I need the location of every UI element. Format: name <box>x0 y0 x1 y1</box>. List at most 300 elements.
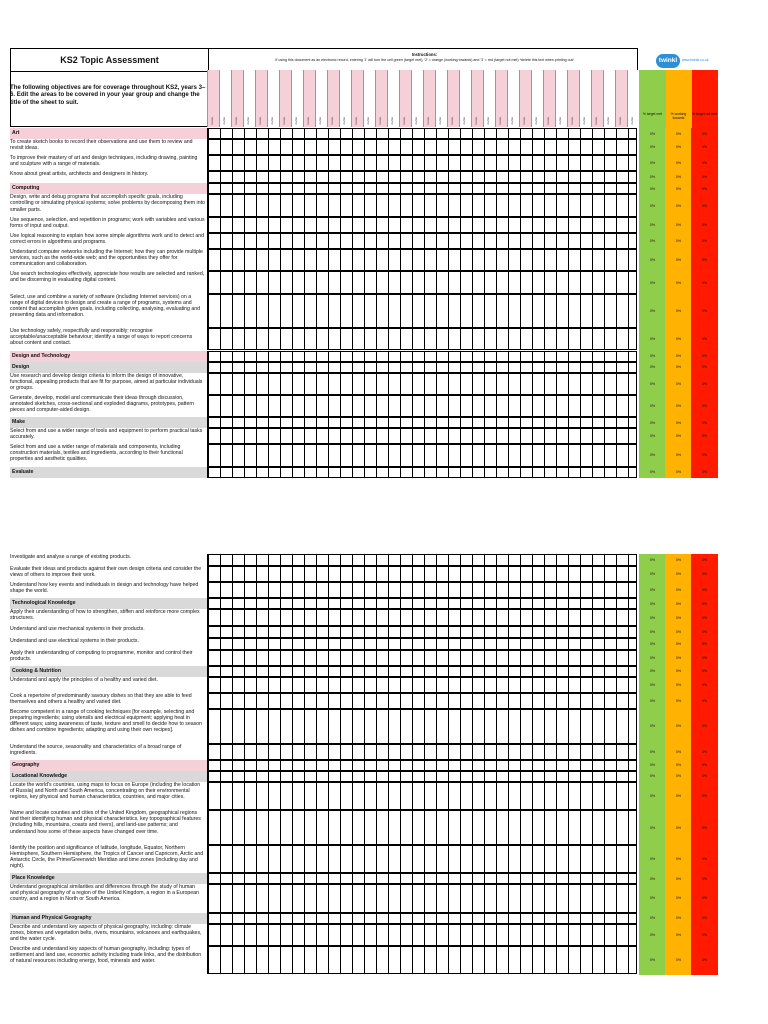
objective-text: Become competent in a range of cooking techniques [for example, selecting and preparing ingredients; using utensils and electrical equipment; applying heat in different ways; using awareness of taste, texture and smell to decide how to season dishes and combine ingredients; adapting and using their own recipes]. <box>10 709 202 734</box>
objective-text: Apply their understanding of computing to programme, monitor and control their products. <box>10 649 193 662</box>
assessment-grid-cells[interactable] <box>207 666 637 677</box>
objective-text: Describe and understand key aspects of human geography, including: types of settlement and land use, economic activity including trade links, and the distribution of natural resources including energy, food, minerals and water. <box>10 945 202 965</box>
pct-value-amber: 0% <box>675 876 682 881</box>
objective-row <box>10 693 638 709</box>
pupil-name-cell[interactable] <box>435 70 447 127</box>
pct-value-amber: 0% <box>675 403 682 408</box>
pct-value-red: 0% <box>701 258 708 263</box>
assessment-grid-cells[interactable] <box>207 760 637 771</box>
pct-value-amber: 0% <box>675 588 682 593</box>
assessment-grid-cells[interactable] <box>207 194 637 216</box>
pct-value-green: 0% <box>649 615 656 620</box>
pupil-name-placeholder: name <box>366 117 370 125</box>
objective-row <box>10 582 638 598</box>
pct-value-amber: 0% <box>675 470 682 475</box>
pct-value-green: 0% <box>649 354 656 358</box>
assessment-grid-cells[interactable] <box>207 351 637 362</box>
pct-value-amber: 0% <box>675 381 682 386</box>
instructions-title: Instructions: <box>411 52 438 57</box>
assessment-grid-cells[interactable] <box>207 609 637 625</box>
pct-value-green: 0% <box>649 470 656 475</box>
pct-value-green: 0% <box>649 669 656 674</box>
section-title: Evaluate <box>10 467 208 478</box>
pct-value-green: 0% <box>649 258 656 263</box>
objective-text: Generate, develop, model and communicate their ideas through discussion, annotated sketches, cross-sectional and exploded diagrams, prototypes, pattern pieces and computer-aided design. <box>10 394 194 413</box>
assessment-grid-cells[interactable] <box>207 271 637 293</box>
twinkl-logo <box>656 54 716 68</box>
pupil-name-placeholder: name <box>438 117 442 125</box>
pupil-name-placeholder: name <box>390 117 394 125</box>
objective-row <box>10 744 638 760</box>
objective-text: Understand how key events and individuals in design and technology have helped shape the world. <box>10 582 199 595</box>
pupil-name-cell[interactable] <box>579 70 591 127</box>
pupil-name-cell[interactable] <box>627 70 639 127</box>
objective-row <box>10 328 638 350</box>
pupil-name-cell[interactable] <box>327 70 339 127</box>
pct-value-green: 0% <box>649 932 656 937</box>
pct-value-green: 0% <box>649 434 656 439</box>
col-header-target-met: % target met <box>642 112 663 116</box>
pupil-name-placeholder: name <box>246 117 250 125</box>
pct-value-green: 0% <box>649 774 656 779</box>
pupil-name-placeholder: name <box>594 117 598 125</box>
pupil-name-placeholder: name <box>222 117 226 125</box>
objective-row <box>10 194 638 216</box>
pct-value-red: 0% <box>701 794 708 799</box>
pct-value-red: 0% <box>701 588 708 593</box>
pct-value-red: 0% <box>701 186 708 191</box>
pct-value-amber: 0% <box>675 615 682 620</box>
section-header-row <box>10 183 638 194</box>
objective-row <box>10 709 638 744</box>
pupil-name-placeholder: name <box>318 117 322 125</box>
pct-value-red: 0% <box>701 203 708 208</box>
pct-value-red: 0% <box>701 896 708 901</box>
objective-text: Locate the world's countries, using maps to focus on Europe (including the location of Russia) and North and South America, concentrating on their environmental regions, key physical and human characteristics, countries, and major cities. <box>10 781 201 801</box>
pupil-name-placeholder: name <box>414 117 418 125</box>
objective-row <box>10 271 638 293</box>
pct-value-green: 0% <box>649 655 656 660</box>
objective-row <box>10 155 638 171</box>
pct-value-green: 0% <box>649 239 656 243</box>
assessment-grid-cells[interactable] <box>207 217 637 233</box>
pupil-name-cell[interactable] <box>447 70 459 127</box>
pupil-name-cell[interactable] <box>303 70 315 127</box>
assessment-grid-cells[interactable] <box>207 362 637 373</box>
pupil-name-placeholder: name <box>618 117 622 125</box>
pct-value-amber: 0% <box>675 794 682 799</box>
pct-value-red: 0% <box>701 222 708 227</box>
objective-text: Understand and use mechanical systems in their products. <box>10 625 145 632</box>
pupil-name-placeholder: name <box>378 117 382 125</box>
pupil-name-placeholder: name <box>330 117 334 125</box>
objective-row <box>10 428 638 444</box>
pct-value-red: 0% <box>701 724 708 729</box>
objective-text: Understand computer networks including the Internet; how they can provide multiple services, such as the world-wide web; and the opportunities they offer for communication and collaboration. <box>10 249 203 268</box>
pupil-name-cell[interactable] <box>423 70 435 127</box>
objective-text: Select, use and combine a variety of software (including Internet services) on a range of digital devices to design and create a range of programs, systems and content that accomplish given goals, including collecting, analysing, evaluating and presenting data and information. <box>10 293 201 318</box>
pupil-name-cell[interactable] <box>507 70 519 127</box>
pct-value-green: 0% <box>649 682 656 687</box>
pupil-name-cell[interactable] <box>411 70 423 127</box>
pct-value-green: 0% <box>649 365 656 369</box>
pct-value-red: 0% <box>701 669 708 674</box>
pct-value-red: 0% <box>701 699 708 704</box>
section-header-row <box>10 351 638 362</box>
pct-value-green: 0% <box>649 763 656 768</box>
objective-text: Cook a repertoire of predominantly savoury dishes so that they are able to feed themselves and others a healthy and varied diet. <box>10 693 192 706</box>
objective-text: Identify the position and significance of latitude, longitude, Equator, Northern Hemisphere, Southern Hemisphere, the Tropics of Cancer and Capricorn, Arctic and Antarctic Circle, the Prime/Greenwich Meridian and time zones (including day and night). <box>10 844 204 870</box>
pupil-name-placeholder: name <box>426 117 430 125</box>
pct-value-red: 0% <box>701 365 708 369</box>
pct-value-amber: 0% <box>675 682 682 687</box>
pct-value-green: 0% <box>649 280 656 285</box>
pct-value-amber: 0% <box>675 558 682 562</box>
section-title: Locational Knowledge <box>10 771 208 782</box>
assessment-grid-cells[interactable] <box>207 566 637 582</box>
pct-value-amber: 0% <box>675 434 682 439</box>
pct-value-amber: 0% <box>675 203 682 208</box>
pct-value-red: 0% <box>701 774 708 779</box>
pupil-name-cell[interactable] <box>543 70 555 127</box>
pct-value-amber: 0% <box>675 131 682 136</box>
pct-value-red: 0% <box>701 655 708 660</box>
objective-text: Use logical reasoning to explain how some simple algorithms work and to detect and correct errors in algorithms and programs. <box>10 232 205 245</box>
pupil-name-cell[interactable] <box>603 70 615 127</box>
instructions <box>212 53 637 62</box>
pupil-name-placeholder: name <box>462 117 466 125</box>
pupil-name-cell[interactable] <box>519 70 531 127</box>
assessment-grid-cells[interactable] <box>207 650 637 666</box>
objective-text: Use research and develop design criteria to inform the design of innovative, functional, appealing products that are fit for purpose, aimed at particular individuals or groups. <box>10 372 203 391</box>
pct-value-red: 0% <box>701 916 708 921</box>
pct-value-amber: 0% <box>675 186 682 191</box>
pct-value-amber: 0% <box>675 655 682 660</box>
subsection-header-row <box>10 362 638 373</box>
pupil-name-cell[interactable] <box>387 70 399 127</box>
pupil-name-placeholder: name <box>342 117 346 125</box>
pct-value-amber: 0% <box>675 763 682 768</box>
pct-value-green: 0% <box>649 420 656 425</box>
assessment-grid-cells[interactable] <box>207 233 637 249</box>
objective-row <box>10 139 638 155</box>
pct-value-red: 0% <box>701 420 708 425</box>
instructions-text: If using this document as an electronic record, entering '1' will turn the cell green (target met), '2' = orange (working towards) and '3' = red (target not met) *delete this text when printing out/ <box>275 57 574 62</box>
assessment-grid-cells[interactable] <box>207 128 637 139</box>
objective-row <box>10 810 638 845</box>
pct-value-red: 0% <box>701 337 708 342</box>
pupil-name-placeholder: name <box>558 117 562 125</box>
objective-row <box>10 217 638 233</box>
pct-value-red: 0% <box>701 641 708 646</box>
pct-value-red: 0% <box>701 354 708 358</box>
pct-value-red: 0% <box>701 572 708 577</box>
pupil-name-placeholder: name <box>474 117 478 125</box>
subsection-header-row <box>10 913 638 924</box>
pct-value-amber: 0% <box>675 308 682 313</box>
pupil-name-placeholder: name <box>546 117 550 125</box>
assessment-grid-cells[interactable] <box>207 709 637 744</box>
pct-value-green: 0% <box>649 558 656 562</box>
objective-row <box>10 782 638 810</box>
assessment-grid-cells[interactable] <box>207 249 637 271</box>
pupil-name-placeholder: name <box>306 117 310 125</box>
pct-value-amber: 0% <box>675 916 682 921</box>
pct-value-amber: 0% <box>675 749 682 754</box>
assessment-grid-cells[interactable] <box>207 395 637 417</box>
objective-text: Understand the source, seasonality and characteristics of a broad range of ingredients. <box>10 743 182 756</box>
pupil-name-cell[interactable] <box>255 70 267 127</box>
pct-value-green: 0% <box>649 145 656 150</box>
pct-value-green: 0% <box>649 453 656 458</box>
subsection-header-row <box>10 598 638 609</box>
pct-value-amber: 0% <box>675 669 682 674</box>
pct-value-red: 0% <box>701 876 708 881</box>
assessment-grid-cells[interactable] <box>207 744 637 760</box>
pct-value-red: 0% <box>701 161 708 166</box>
pct-value-red: 0% <box>701 280 708 285</box>
objective-text: Select from and use a wider range of materials and components, including construction materials, textiles and ingredients, according to their functional properties and aesthetic qualities. <box>10 444 183 463</box>
assessment-grid-cells[interactable] <box>207 810 637 845</box>
pct-value-red: 0% <box>701 403 708 408</box>
assessment-grid-cells[interactable] <box>207 626 637 638</box>
objective-row <box>10 924 638 946</box>
pupil-name-cell[interactable] <box>219 70 231 127</box>
pupil-name-cell[interactable] <box>459 70 471 127</box>
pct-value-amber: 0% <box>675 699 682 704</box>
pct-value-red: 0% <box>701 131 708 136</box>
assessment-grid-cells[interactable] <box>207 183 637 194</box>
objective-row <box>10 373 638 395</box>
objective-row <box>10 171 638 183</box>
pupil-name-cell[interactable] <box>339 70 351 127</box>
pct-value-green: 0% <box>649 175 656 180</box>
pct-value-amber: 0% <box>675 601 682 606</box>
assessment-grid-cells[interactable] <box>207 417 637 428</box>
pct-value-amber: 0% <box>675 774 682 779</box>
pct-value-red: 0% <box>701 239 708 243</box>
pct-value-amber: 0% <box>675 420 682 425</box>
pct-value-red: 0% <box>701 558 708 562</box>
objective-row <box>10 444 638 466</box>
objective-text: To create sketch books to record their observations and use them to review and revisit ideas. <box>10 139 193 152</box>
objective-text: Design, write and debug programs that accomplish specific goals, including controlling or simulating physical systems; solve problems by decomposing them into smaller parts. <box>10 194 205 213</box>
pct-value-red: 0% <box>701 629 708 634</box>
title-box[interactable] <box>10 48 209 72</box>
pct-value-green: 0% <box>649 749 656 754</box>
pupil-name-placeholder: name <box>582 117 586 125</box>
subsection-header-row <box>10 873 638 884</box>
pupil-name-cell[interactable] <box>351 70 363 127</box>
pupil-name-cell[interactable] <box>315 70 327 127</box>
section-title: Cooking & Nutrition <box>10 666 208 677</box>
objective-text: To improve their mastery of art and design techniques, including drawing, painting and sculpture with a range of materials. <box>10 155 198 168</box>
pct-value-green: 0% <box>649 381 656 386</box>
assessment-grid-cells[interactable] <box>207 139 637 155</box>
pct-value-red: 0% <box>701 145 708 150</box>
pupil-name-placeholder: name <box>282 117 286 125</box>
assessment-grid-cells[interactable] <box>207 946 637 974</box>
pupil-name-cell[interactable] <box>531 70 543 127</box>
pupil-name-placeholder: name <box>450 117 454 125</box>
pupil-name-cell[interactable] <box>231 70 243 127</box>
assessment-grid-cells[interactable] <box>207 171 637 183</box>
pupil-name-placeholder: name <box>270 117 274 125</box>
assessment-grid-cells[interactable] <box>207 328 637 350</box>
pct-value-green: 0% <box>649 724 656 729</box>
pct-value-amber: 0% <box>675 641 682 646</box>
pupil-name-cell[interactable] <box>567 70 579 127</box>
pct-value-green: 0% <box>649 222 656 227</box>
objective-row <box>10 884 638 912</box>
subsection-header-row <box>10 417 638 428</box>
assessment-grid-cells[interactable] <box>207 428 637 444</box>
pupil-name-cell[interactable] <box>375 70 387 127</box>
objective-text: Use technology safely, respectfully and responsibly; recognise acceptable/unacceptable behaviour; identify a range of ways to report concerns about content and contact. <box>10 328 193 347</box>
pupil-name-placeholder: name <box>534 117 538 125</box>
pct-value-amber: 0% <box>675 572 682 577</box>
objective-row <box>10 638 638 650</box>
assessment-grid-cells[interactable] <box>207 554 637 566</box>
assessment-grid-cells[interactable] <box>207 582 637 598</box>
pct-value-green: 0% <box>649 794 656 799</box>
assessment-grid-cells[interactable] <box>207 782 637 810</box>
pupil-name-cell[interactable] <box>495 70 507 127</box>
pct-value-amber: 0% <box>675 337 682 342</box>
pupil-name-cell[interactable] <box>243 70 255 127</box>
assessment-grid-cells[interactable] <box>207 771 637 782</box>
pupil-name-cell[interactable] <box>483 70 495 127</box>
pct-value-amber: 0% <box>675 239 682 243</box>
assessment-grid-cells[interactable] <box>207 598 637 609</box>
section-title: Make <box>10 417 208 428</box>
objective-text: Use search technologies effectively, appreciate how results are selected and ranked, and be discerning in evaluating digital content. <box>10 271 205 284</box>
assessment-grid-cells[interactable] <box>207 873 637 884</box>
subsection-header-row <box>10 771 638 782</box>
section-title: Art <box>10 128 208 139</box>
pupil-name-placeholder: name <box>498 117 502 125</box>
pct-value-green: 0% <box>649 629 656 634</box>
assessment-grid-cells[interactable] <box>207 693 637 709</box>
pct-value-green: 0% <box>649 876 656 881</box>
pupil-name-cell[interactable] <box>291 70 303 127</box>
objective-text: Describe and understand key aspects of physical geography, including: climate zones, biomes and vegetation belts, rivers, mountains, volcanoes and earthquakes, and the water cycle. <box>10 923 202 942</box>
pct-value-red: 0% <box>701 453 708 458</box>
pupil-name-cell[interactable] <box>591 70 603 127</box>
pupil-name-placeholder: name <box>510 117 514 125</box>
page-title: KS2 Topic Assessment <box>60 55 159 65</box>
section-header-row <box>10 128 638 139</box>
logo-url: www.twinkl.co.uk <box>682 58 709 62</box>
subsection-header-row <box>10 467 638 478</box>
pct-value-green: 0% <box>649 186 656 191</box>
objective-row <box>10 566 638 582</box>
section-title: Technological Knowledge <box>10 598 208 609</box>
pct-value-amber: 0% <box>675 365 682 369</box>
section-header-row <box>10 760 638 771</box>
pupil-name-cell[interactable] <box>279 70 291 127</box>
pupil-name-placeholder: name <box>210 117 214 125</box>
objective-text: Understand and apply the principles of a healthy and varied diet. <box>10 676 158 683</box>
pupil-name-placeholder: name <box>486 117 490 125</box>
objective-text: Understand geographical similarities and differences through the study of human and physical geography of a region of the United Kingdom, a region in a European country, and a region in North or South America. <box>10 884 199 903</box>
pct-value-amber: 0% <box>675 175 682 180</box>
pct-value-green: 0% <box>649 161 656 166</box>
assessment-grid-cells[interactable] <box>207 677 637 693</box>
pupil-name-placeholder: name <box>522 117 526 125</box>
pct-value-green: 0% <box>649 641 656 646</box>
objective-text: Evaluate their ideas and products against their own design criteria and consider the views of others to improve their work. <box>10 566 202 579</box>
pct-header-bg-green <box>639 70 666 128</box>
objective-row <box>10 554 638 566</box>
assessment-grid-cells[interactable] <box>207 924 637 946</box>
objective-row <box>10 294 638 329</box>
pupil-name-placeholder: name <box>570 117 574 125</box>
assessment-grid-cells[interactable] <box>207 884 637 912</box>
pct-value-green: 0% <box>649 825 656 830</box>
subsection-header-row <box>10 666 638 677</box>
intro-text: The following objectives are for coverage throughout KS2, years 3–6. Edit the areas to be covered in your year group and change the title of the sheet to suit. <box>10 84 206 106</box>
objective-row <box>10 249 638 271</box>
pupil-name-cell[interactable] <box>267 70 279 127</box>
assessment-grid-cells[interactable] <box>207 913 637 924</box>
pupil-name-cell[interactable] <box>615 70 627 127</box>
logo-cloud-icon: twinkl <box>656 54 680 68</box>
pct-value-green: 0% <box>649 857 656 861</box>
pct-value-amber: 0% <box>675 958 682 963</box>
pupil-name-cell[interactable] <box>363 70 375 127</box>
pct-value-green: 0% <box>649 699 656 704</box>
assessment-grid-cells[interactable] <box>207 294 637 329</box>
objective-row <box>10 650 638 666</box>
col-header-working-towards: % working towards <box>670 112 687 120</box>
pupil-name-cell[interactable] <box>207 70 219 127</box>
assessment-grid-cells[interactable] <box>207 444 637 466</box>
assessment-grid-cells[interactable] <box>207 467 637 478</box>
pct-value-red: 0% <box>701 825 708 830</box>
pct-value-red: 0% <box>701 763 708 768</box>
section-title: Computing <box>10 183 208 194</box>
objective-row <box>10 946 638 974</box>
pct-value-amber: 0% <box>675 258 682 263</box>
pct-value-green: 0% <box>649 572 656 577</box>
pct-value-green: 0% <box>649 588 656 593</box>
assessment-grid-cells[interactable] <box>207 373 637 395</box>
section-title: Human and Physical Geography <box>10 913 208 924</box>
pct-value-red: 0% <box>701 682 708 687</box>
pct-value-amber: 0% <box>675 896 682 901</box>
objective-row <box>10 609 638 625</box>
pct-header-bg-red <box>691 70 718 128</box>
objective-row <box>10 677 638 693</box>
pct-value-red: 0% <box>701 932 708 937</box>
pct-value-red: 0% <box>701 434 708 439</box>
assessment-grid-cells[interactable] <box>207 638 637 650</box>
pupil-name-cell[interactable] <box>399 70 411 127</box>
pupil-name-cell[interactable] <box>471 70 483 127</box>
section-title: Geography <box>10 760 208 771</box>
section-title: Design <box>10 362 208 373</box>
pct-value-amber: 0% <box>675 629 682 634</box>
pct-value-red: 0% <box>701 857 708 861</box>
assessment-grid-cells[interactable] <box>207 845 637 873</box>
pupil-name-placeholder: name <box>402 117 406 125</box>
objective-row <box>10 395 638 417</box>
objective-row <box>10 626 638 638</box>
assessment-grid-cells[interactable] <box>207 155 637 171</box>
section-title: Design and Technology <box>10 351 208 362</box>
pupil-name-cell[interactable] <box>555 70 567 127</box>
